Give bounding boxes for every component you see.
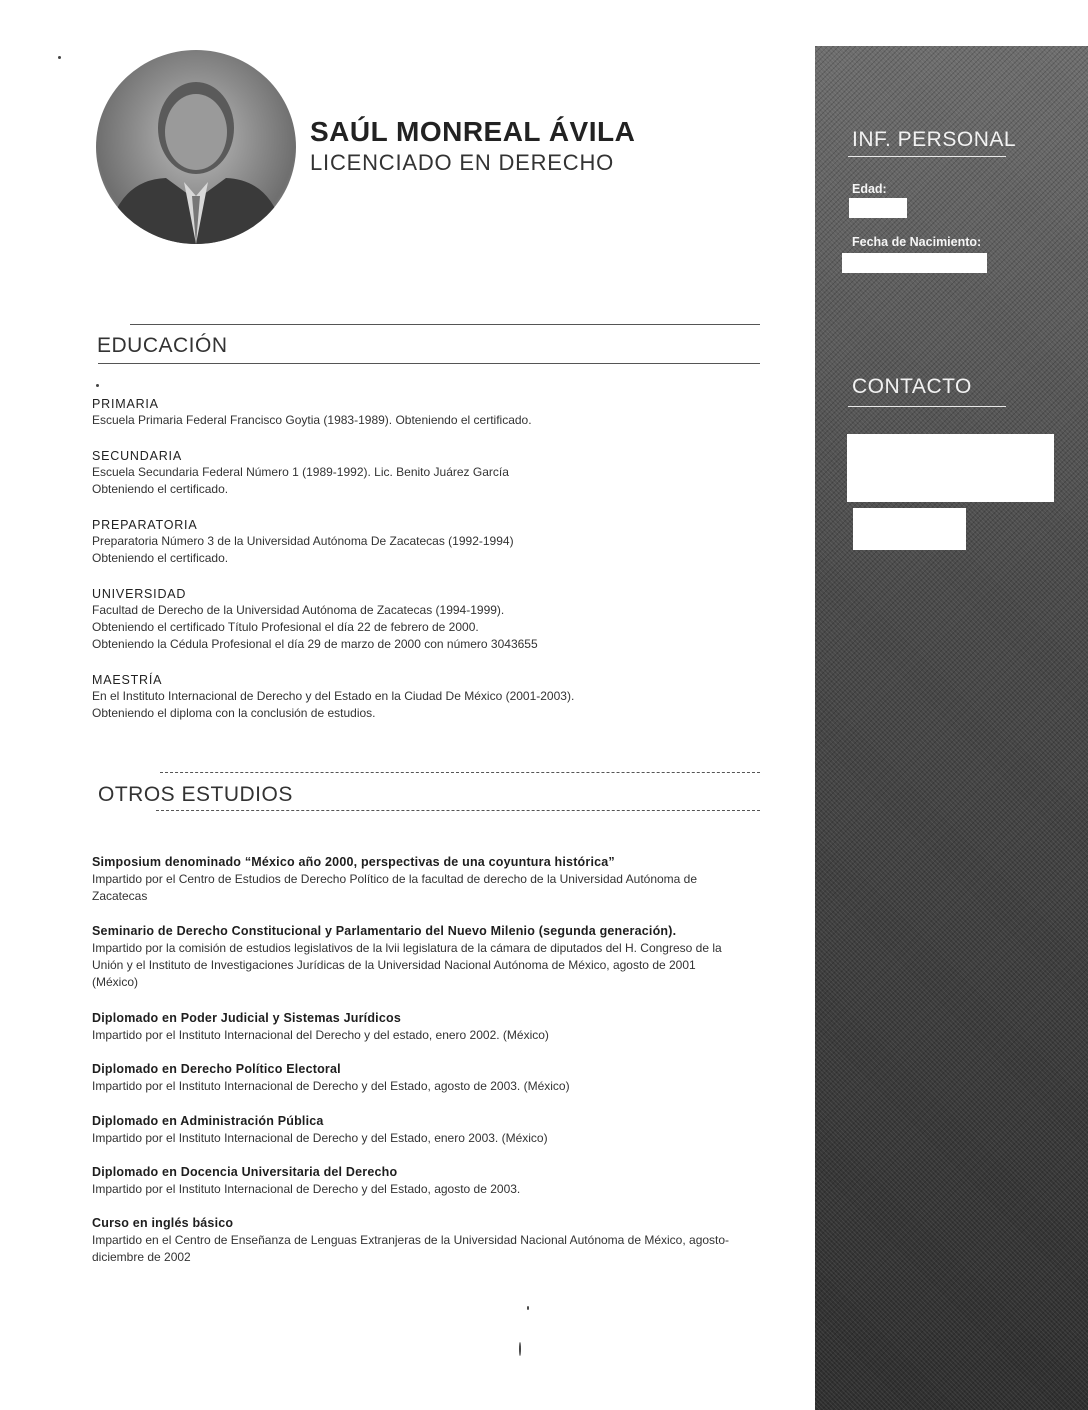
person-title: LICENCIADO EN DERECHO xyxy=(310,150,615,175)
education-entry-title: UNIVERSIDAD xyxy=(92,587,187,601)
birth-date-label: Fecha de Nacimiento: xyxy=(852,235,982,249)
education-entry-line: En el Instituto Internacional de Derecho y del Estado en la Ciudad De México (2001-2003). xyxy=(92,689,575,703)
other-studies-heading: OTROS ESTUDIOS xyxy=(98,783,293,806)
other-study-title: Diplomado en Administración Pública xyxy=(92,1114,324,1128)
other-study-text: Impartido por el Instituto Internacional de Derecho y del Estado, agosto de 2003. (México) xyxy=(92,1079,570,1093)
other-study-title: Curso en inglés básico xyxy=(92,1216,234,1230)
education-entry-line: Escuela Secundaria Federal Número 1 (1989-1992). Lic. Benito Juárez García xyxy=(92,465,509,479)
education-entry-line: Facultad de Derecho de la Universidad Autónoma de Zacatecas (1994-1999). xyxy=(92,603,505,617)
age-label: Edad: xyxy=(852,182,887,196)
scan-speck xyxy=(519,1342,521,1356)
education-entry-line: Escuela Primaria Federal Francisco Goytia (1983-1989). Obteniendo el certificado. xyxy=(92,413,532,427)
education-heading: EDUCACIÓN xyxy=(97,334,228,357)
other-study-entry xyxy=(92,923,737,991)
other-study-entry xyxy=(92,1113,737,1147)
other-study-title: Simposium denominado “México año 2000, perspectivas de una coyuntura histórica” xyxy=(92,855,615,869)
section-divider-top xyxy=(160,772,760,773)
scan-speck xyxy=(96,384,99,387)
other-study-text: Impartido por la comisión de estudios legislativos de la lvii legislatura de la cámara de diputados del H. Congreso de la Unión y el Instituto de Investigaciones Jurídicas de la Universidad Nacional Autónoma de México, agosto de 2001 (México) xyxy=(92,941,722,989)
other-study-entry xyxy=(92,1164,737,1198)
education-entry-line: Obteniendo el diploma con la conclusión de estudios. xyxy=(92,706,376,720)
other-study-title: Diplomado en Derecho Político Electoral xyxy=(92,1062,341,1076)
other-study-entry xyxy=(92,1061,737,1095)
education-entry-line: Obteniendo el certificado. xyxy=(92,551,229,565)
contact-redaction xyxy=(847,434,1054,502)
contact-heading: CONTACTO xyxy=(852,375,972,398)
other-study-title: Seminario de Derecho Constitucional y Parlamentario del Nuevo Milenio (segunda generación). xyxy=(92,924,677,938)
other-study-title: Diplomado en Docencia Universitaria del Derecho xyxy=(92,1165,398,1179)
education-entry-primaria xyxy=(92,397,692,429)
sidebar-panel xyxy=(815,46,1088,1410)
contact-redaction xyxy=(853,508,966,550)
other-study-entry xyxy=(92,854,737,905)
person-name: SAÚL MONREAL ÁVILA xyxy=(310,116,636,147)
scan-speck xyxy=(527,1306,529,1310)
other-study-text: Impartido en el Centro de Enseñanza de Lenguas Extranjeras de la Universidad Nacional Autónoma de México, agosto-diciembre de 2002 xyxy=(92,1233,730,1264)
education-entry-line: Obteniendo la Cédula Profesional el día 29 de marzo de 2000 con número 3043655 xyxy=(92,637,538,651)
other-study-text: Impartido por el Centro de Estudios de Derecho Político de la facultad de derecho de la Universidad Autónoma de Zacatecas xyxy=(92,872,698,903)
education-entry-title: MAESTRÍA xyxy=(92,673,163,687)
age-redaction xyxy=(849,198,907,218)
other-study-text: Impartido por el Instituto Internacional de Derecho y del Estado, agosto de 2003. xyxy=(92,1182,521,1196)
education-entry-preparatoria xyxy=(92,518,692,567)
education-entry-title: PREPARATORIA xyxy=(92,518,198,532)
education-entry-title: SECUNDARIA xyxy=(92,449,182,463)
section-divider-bottom xyxy=(156,810,760,811)
section-divider-bottom xyxy=(98,363,760,364)
personal-info-heading: INF. PERSONAL xyxy=(852,128,1017,151)
other-study-text: Impartido por el Instituto Internacional del Derecho y del estado, enero 2002. (México) xyxy=(92,1028,549,1042)
contact-underline xyxy=(848,406,1006,407)
education-entry-title: PRIMARIA xyxy=(92,397,159,411)
other-study-entry xyxy=(92,1215,737,1266)
profile-photo xyxy=(96,50,296,244)
scan-speck xyxy=(58,56,61,59)
education-entry-line: Obteniendo el certificado. xyxy=(92,482,229,496)
person-portrait-icon xyxy=(96,50,296,244)
education-entry-secundaria xyxy=(92,449,692,498)
other-study-text: Impartido por el Instituto Internacional de Derecho y del Estado, enero 2003. (México) xyxy=(92,1131,548,1145)
other-study-entry xyxy=(92,1010,737,1044)
education-entry-line: Obteniendo el certificado Título Profesional el día 22 de febrero de 2000. xyxy=(92,620,479,634)
birth-date-redaction xyxy=(842,253,987,273)
other-study-title: Diplomado en Poder Judicial y Sistemas Jurídicos xyxy=(92,1011,401,1025)
section-divider-top xyxy=(130,324,760,325)
education-entry-universidad xyxy=(92,587,692,653)
education-entry-maestria xyxy=(92,673,692,722)
personal-info-underline xyxy=(848,156,1006,157)
education-entry-line: Preparatoria Número 3 de la Universidad Autónoma De Zacatecas (1992-1994) xyxy=(92,534,514,548)
